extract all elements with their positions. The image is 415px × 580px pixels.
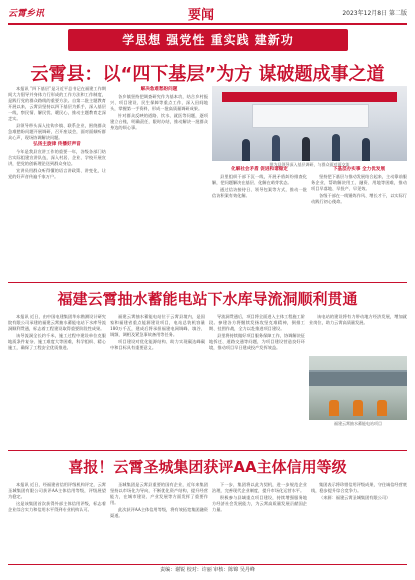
article3-headline: 喜报！云霄圣城集团获评AA主体信用等级 <box>68 458 347 476</box>
article3-column-3 <box>212 482 307 560</box>
person-figure <box>332 134 340 161</box>
paragraph: 此次获评AA主体信用等级，将有效拓宽集团融资渠道。 <box>110 507 208 518</box>
article2-column-3 <box>209 314 305 424</box>
section-divider <box>8 282 407 283</box>
person-figure <box>362 138 370 161</box>
article1-column-1 <box>8 86 106 276</box>
article1-subhead-2: 解决急难愁盼问题 <box>140 87 178 92</box>
paragraph: （来源：福建云霄圣城集团有限公司） <box>319 495 391 500</box>
paragraph: 各级干部在一线锤炼作风、增长才干，以实际行动践行初心使命。 <box>311 193 407 204</box>
masthead <box>8 4 407 26</box>
paragraph: 项目建设对优化能源结构、助力实现碳达峰碳中和目标具有重要意义。 <box>110 339 205 350</box>
article1-photo-caption: 图为县领导深入基层调研，与群众面对面交流 <box>269 162 350 167</box>
paragraph: 宣讲员用群众听得懂的语言讲政策、讲变化，让党的好声音传遍千家万户。 <box>8 168 106 179</box>
worker-figure <box>329 400 339 416</box>
paragraph: 通过信访接待日、领导包案等方式，推动一批信访积案有效化解。 <box>212 187 307 198</box>
paragraph: 积极参与县域重点项目建设，持续增强服务地方经济社会发展能力，为云霄高质量发展贡献国企力量。 <box>212 495 307 512</box>
paragraph: 县里将持续做好项目服务保障工作，协调解决征地拆迁、道路交通等问题，为项目建设营造良好环境，推动项目早日建成投产发挥效益。 <box>209 333 305 350</box>
page-footer: 责编：谢锐 校对：许丽 审核：陈锦 吴丹峰 <box>8 564 407 575</box>
paragraph: 县里组织干部下沉一线，开展矛盾纠纷排查化解，把问题解决在基层、化解在萌芽状态。 <box>212 174 307 185</box>
article1-subhead-4: 下基层办实事 全力优发展 <box>332 167 386 172</box>
section-divider <box>8 450 407 451</box>
article1-photo <box>212 86 407 161</box>
paragraph: 今年是我县宣讲工作的重要一年，各级各部门结合实际组建宣讲队伍，深入村居、企业、学校开展宣讲，把党的创新理论送到群众身边。 <box>8 149 106 166</box>
paragraph: 本报讯 近日，由中国电建集团华东勘测设计研究院有限公司承建的福建云霄抽水蓄能电站下水库导流洞顺利贯通，标志着工程建设取得重要阶段性成果。 <box>8 314 106 331</box>
paragraph: 本报讯 近日，经福建省信用评级机构评定，云霄圣城集团有限公司获评AA主体信用等级，评级展望为稳定。 <box>8 482 106 499</box>
article2-photo <box>309 356 407 420</box>
paragraph: 这是该集团首次获得外部主体信用评级，标志着企业综合实力和信用水平得到专业机构认可。 <box>8 501 106 512</box>
section-title: 要闻 <box>188 8 215 23</box>
article2-column-4 <box>309 314 407 352</box>
paper-name: 云霄乡讯 <box>8 9 45 19</box>
person-figure <box>242 139 250 161</box>
paragraph: 坚持把下基层与推动发展结合起来，主动靠前服务企业，帮助解决用工、融资、用地等困难，推动项目早落地、早投产、早见效。 <box>311 174 407 191</box>
article3-column-1 <box>8 482 106 560</box>
paragraph: 下一步，集团将以此为契机，进一步规范企业治理，完善现代企业制度，提升市场化运营水平。 <box>212 482 307 493</box>
article3-column-2 <box>110 482 208 560</box>
issue-date: 2023年12月8日 第二版 <box>342 10 407 17</box>
article2-column-1 <box>8 314 106 449</box>
article1-column-3 <box>212 166 307 276</box>
paragraph: 福建云霄抽水蓄能电站位于云霄县境内，是国家和福建省重点能源建设项目，电站总装机容量180万千瓦，建成后将承担福建电网调峰、填谷、调频、调相及紧急事故备用等任务。 <box>110 314 205 337</box>
paragraph: 县领导带头深入挂钩乡镇、联系企业，围绕群众急难愁盼问题开展调研，召开座谈会，面对面倾听群众心声，现场协调解决问题。 <box>8 123 106 140</box>
article1-column-4 <box>311 166 407 276</box>
paragraph: 针对群众反映的道路、饮水、就医等问题，逐项建立台账，明确责任，限时办结，推动解决一批群众身边的烦心事。 <box>110 113 208 130</box>
paragraph: 各乡镇坚持把调查研究作为基本功，结合乡村振兴、项目建设、民生保障等重点工作，深入田间地头，掌握第一手资料，形成一批高质量调研成果。 <box>110 94 208 111</box>
slogan-banner: 学思想 强党性 重实践 建新功 <box>68 29 348 51</box>
projection-screen-image <box>252 104 369 128</box>
paragraph: 本报讯 “四下基层”是习近平总书记在福建工作期间大力倡导并身体力行形成的工作方法和工作制度，是践行党的群众路线的重要方法。自第二批主题教育开展以来，云霄县坚持以四下基层为抓手，深入基层一线，察民情、解民忧、暖民心，推动主题教育走深走实。 <box>8 86 106 121</box>
article1-headline: 云霄县：以“四下基层”为方 谋破题成事之道 <box>30 64 385 85</box>
article2-headline: 福建云霄抽水蓄能电站下水库导流洞顺利贯通 <box>57 290 358 308</box>
newspaper-page <box>8 4 407 576</box>
person-figure <box>272 135 280 161</box>
article1-subhead-1: 弘扬主旋律 传播好声音 <box>33 142 81 147</box>
paragraph: 该导流洞全长约千米，施工过程中建设单位克服地质条件复杂、施工难度大等困难，科学组织、精心施工，确保了工程安全优质推进。 <box>8 333 106 350</box>
article3-column-4 <box>311 482 407 560</box>
masthead-rule <box>8 23 407 25</box>
worker-figure <box>353 400 363 416</box>
tunnel-pipe-image <box>309 370 407 386</box>
article1-column-2 <box>110 86 208 276</box>
meeting-banner-image <box>222 92 397 102</box>
paragraph: 圣城集团是云霄县重要的国有企业，近年来集团坚持以市场化为导向，不断优化资产结构，提升经营能力，在城市建设、产业发展等方面发挥了重要作用。 <box>110 482 208 505</box>
paragraph: 该电站的建设将有力带动地方经济发展，增加就业岗位，助力云霄高质量发展。 <box>309 314 407 325</box>
article2-photo-caption: 福建云霄抽水蓄能电站项目 <box>334 421 382 426</box>
paragraph: 导流洞贯通后，项目将全面进入主体工程施工阶段。参建各方将继续发扬攻坚克难精神，倒排工期、挂图作战，全力以赴推进项目建设。 <box>209 314 305 331</box>
article1-subhead-3: 化解社会矛盾 促进和谐稳定 <box>231 167 288 172</box>
worker-figure <box>377 400 387 416</box>
paragraph: 集团表示将珍惜信用评级成果，守住诚信经营底线，稳步提升综合竞争力。 <box>311 482 407 493</box>
person-figure <box>302 137 310 161</box>
article2-column-2 <box>110 314 205 449</box>
